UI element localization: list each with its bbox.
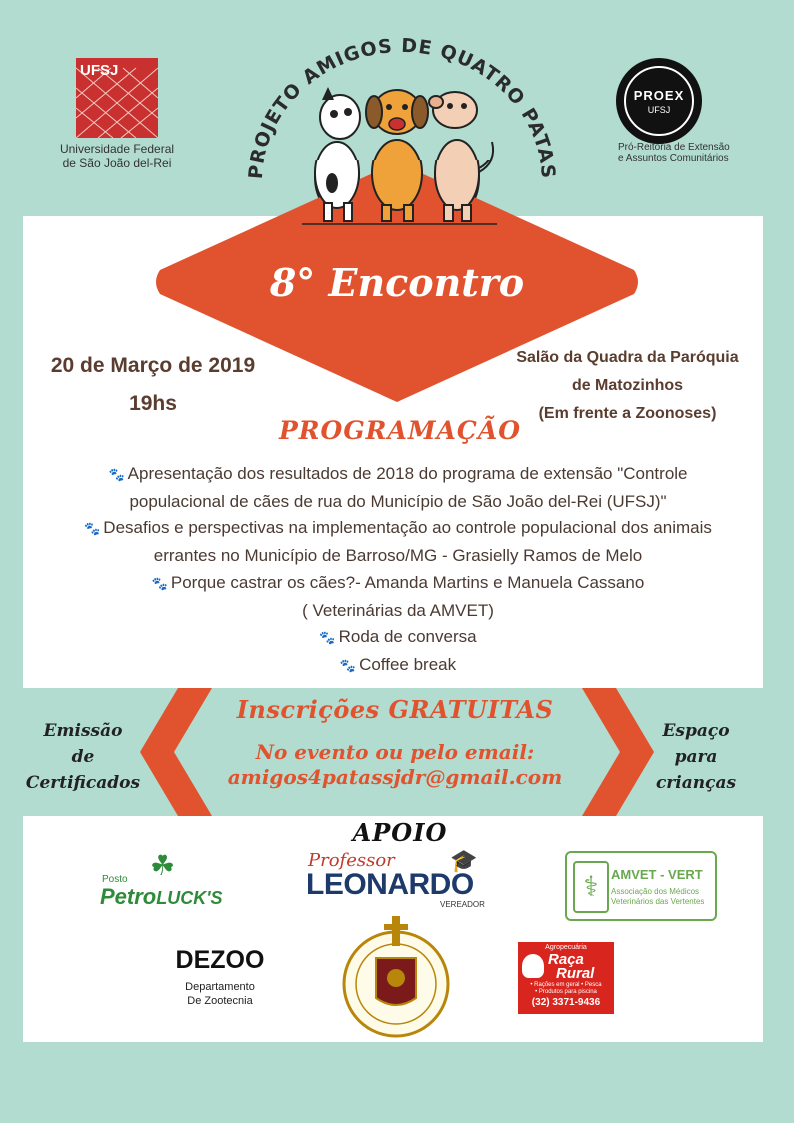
programacao-heading: PROGRAMAÇÃO [278, 416, 522, 445]
parish-seal [334, 912, 458, 1040]
amvet-sub2: Veterinários das Vertentes [611, 897, 705, 906]
proex-logo-text: PROEX [633, 88, 685, 103]
venue-line2: de Matozinhos [571, 377, 684, 394]
leonardo-logo [300, 848, 490, 910]
dezoo-sub2: De Zootecnia [187, 995, 253, 1007]
petroluck-main: PetroLUCK'S [100, 884, 223, 909]
raca-phone: (32) 3371-9436 [531, 997, 601, 1008]
programacao-line-5: 🐾 Porque castrar os cães?- Amanda Martins e Manuela Cassano [151, 572, 645, 592]
inscricoes-email[interactable]: amigos4patassjdr@gmail.com [227, 765, 563, 789]
raca-line1: • Rações em geral • Pesca [530, 982, 602, 988]
clover-icon: ☘ [150, 850, 176, 881]
rooster-icon [522, 954, 544, 978]
proex-name-line2: e Assuntos Comunitários [618, 153, 729, 164]
raca-main2: Rural [556, 965, 595, 982]
amvet-logo [565, 851, 717, 921]
apoio-heading: APOIO [352, 818, 448, 847]
ufsj-logo [76, 58, 158, 138]
raca-main1: Raça [548, 951, 584, 968]
leonardo-main: LEONARDO [306, 868, 474, 901]
certificados-note: Emissão de Certificados [25, 721, 141, 793]
paw-icon: 🐾 [84, 521, 101, 537]
programacao-line-4: errantes no Município de Barroso/MG - Grasielly Ramos de Melo [153, 546, 643, 566]
petroluck-logo [100, 852, 240, 912]
programacao-line-2: populacional de cães de rua do Município de São João del-Rei (UFSJ)" [129, 491, 667, 511]
paw-icon: 🐾 [339, 657, 357, 673]
raca-top: Agropecuária [545, 944, 587, 951]
paw-icon: 🐾 [319, 630, 336, 646]
proex-name-line1: Pró-Reitoria de Extensão [618, 142, 730, 153]
proex-name [618, 142, 778, 164]
ufsj-name-line1: Universidade Federal [59, 142, 175, 156]
raca-rural-logo [518, 942, 614, 1014]
amvet-title: AMVET - VERT [611, 867, 703, 882]
graduation-cap-icon: 🎓 [450, 848, 478, 873]
inscricoes-line1: No evento ou pelo email: [255, 740, 535, 764]
leonardo-top: Professor [308, 850, 395, 871]
ufsj-logo-text: UFSJ [80, 62, 119, 79]
raca-line2: • Produtos para piscina [535, 989, 597, 995]
event-date: 20 de Março de 2019 [50, 354, 256, 377]
project-arc-title-text: PROJETO AMIGOS DE QUATRO PATAS [244, 34, 560, 180]
ufsj-name-line2: de São João del-Rei [62, 156, 172, 170]
proex-logo-sub: UFSJ [647, 105, 671, 115]
leonardo-sub: VEREADOR [440, 900, 485, 909]
programacao-line-6: ( Veterinárias da AMVET) [302, 600, 494, 620]
dezoo-sub1: Departamento [185, 981, 255, 993]
dezoo-logo [160, 946, 280, 1007]
amvet-symbol-icon: ⚕ [573, 861, 609, 913]
amvet-sub1: Associação dos Médicos [611, 887, 700, 896]
programacao-list [28, 461, 768, 680]
programacao-line-1: 🐾 Apresentação dos resultados de 2018 do programa de extensão "Controle [108, 464, 688, 483]
dogs-overlay [292, 160, 507, 230]
dezoo-title: DEZOO [175, 946, 265, 974]
programacao-line-3: 🐾 Desafios e perspectivas na implementação ao controle populacional dos animais [84, 518, 712, 538]
event-time: 19hs [129, 392, 177, 415]
programacao-line-8: 🐾 Coffee break [339, 654, 457, 674]
venue-line3: (Em frente a Zoonoses) [538, 405, 717, 422]
petroluck-top: Posto [102, 874, 128, 885]
criancas-note: Espaço para crianças [655, 721, 737, 793]
inscricoes-heading: Inscrições GRATUITAS [236, 695, 554, 724]
event-title: 8° Encontro [269, 260, 525, 305]
proex-logo [616, 58, 702, 144]
venue-line1: Salão da Quadra da Paróquia [516, 349, 739, 366]
programacao-line-7: 🐾 Roda de conversa [319, 627, 477, 647]
paw-icon: 🐾 [151, 575, 168, 591]
paw-icon: 🐾 [108, 467, 125, 482]
